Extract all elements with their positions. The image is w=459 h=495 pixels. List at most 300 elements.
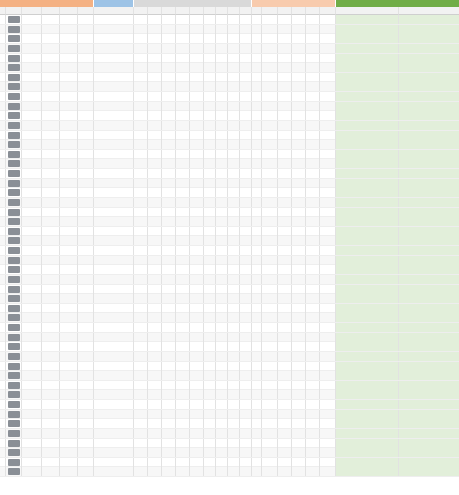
table-cell[interactable]: [42, 419, 60, 428]
table-cell[interactable]: [262, 54, 278, 63]
table-cell[interactable]: [216, 362, 228, 371]
table-cell[interactable]: [336, 111, 399, 120]
table-cell[interactable]: [240, 217, 252, 226]
table-cell[interactable]: [148, 102, 162, 111]
table-cell[interactable]: [134, 198, 148, 207]
table-cell[interactable]: [320, 246, 336, 255]
table-cell[interactable]: [22, 44, 42, 53]
table-cell[interactable]: [148, 265, 162, 274]
table-cell[interactable]: [228, 150, 240, 159]
table-cell[interactable]: [292, 371, 306, 380]
table-cell[interactable]: [228, 390, 240, 399]
table-cell[interactable]: [216, 198, 228, 207]
table-cell[interactable]: [262, 429, 278, 438]
table-cell[interactable]: [336, 371, 399, 380]
table-cell[interactable]: [216, 304, 228, 313]
table-cell[interactable]: [252, 256, 262, 265]
table-cell[interactable]: [6, 92, 22, 101]
table-cell[interactable]: [60, 342, 78, 351]
table-cell[interactable]: [216, 448, 228, 457]
table-cell[interactable]: [216, 111, 228, 120]
table-cell[interactable]: [252, 362, 262, 371]
table-cell[interactable]: [42, 82, 60, 91]
table-cell[interactable]: [306, 448, 320, 457]
table-cell[interactable]: [320, 419, 336, 428]
table-cell[interactable]: [204, 131, 216, 140]
table-cell[interactable]: [60, 256, 78, 265]
table-cell[interactable]: [252, 458, 262, 467]
table-cell[interactable]: [306, 400, 320, 409]
table-cell[interactable]: [134, 333, 148, 342]
table-cell[interactable]: [22, 429, 42, 438]
table-cell[interactable]: [60, 458, 78, 467]
table-cell[interactable]: [204, 285, 216, 294]
table-cell[interactable]: [278, 188, 292, 197]
table-cell[interactable]: [22, 352, 42, 361]
table-row[interactable]: [0, 352, 459, 362]
table-cell[interactable]: [148, 34, 162, 43]
table-cell[interactable]: [262, 73, 278, 82]
table-cell[interactable]: [42, 256, 60, 265]
table-cell[interactable]: [6, 63, 22, 72]
table-cell[interactable]: [292, 54, 306, 63]
table-cell[interactable]: [399, 15, 459, 24]
table-cell[interactable]: [22, 236, 42, 245]
table-cell[interactable]: [262, 342, 278, 351]
table-cell[interactable]: [190, 294, 204, 303]
table-cell[interactable]: [336, 236, 399, 245]
table-cell[interactable]: [42, 294, 60, 303]
table-cell[interactable]: [252, 92, 262, 101]
table-cell[interactable]: [252, 34, 262, 43]
table-cell[interactable]: [22, 400, 42, 409]
table-cell[interactable]: [216, 15, 228, 24]
table-cell[interactable]: [148, 429, 162, 438]
table-cell[interactable]: [240, 121, 252, 130]
table-cell[interactable]: [399, 44, 459, 53]
table-row[interactable]: [0, 54, 459, 64]
table-cell[interactable]: [162, 313, 176, 322]
table-cell[interactable]: [60, 236, 78, 245]
table-cell[interactable]: [94, 313, 134, 322]
table-cell[interactable]: [336, 304, 399, 313]
table-cell[interactable]: [216, 285, 228, 294]
table-cell[interactable]: [320, 371, 336, 380]
table-cell[interactable]: [252, 342, 262, 351]
table-cell[interactable]: [60, 34, 78, 43]
table-cell[interactable]: [306, 304, 320, 313]
table-cell[interactable]: [336, 150, 399, 159]
table-cell[interactable]: [204, 82, 216, 91]
table-cell[interactable]: [240, 236, 252, 245]
table-cell[interactable]: [162, 381, 176, 390]
table-row[interactable]: [0, 102, 459, 112]
table-cell[interactable]: [320, 73, 336, 82]
table-cell[interactable]: [252, 400, 262, 409]
table-cell[interactable]: [78, 400, 94, 409]
table-cell[interactable]: [204, 198, 216, 207]
table-cell[interactable]: [176, 54, 190, 63]
table-cell[interactable]: [252, 44, 262, 53]
table-row[interactable]: [0, 285, 459, 295]
table-cell[interactable]: [252, 217, 262, 226]
table-cell[interactable]: [278, 15, 292, 24]
table-cell[interactable]: [292, 285, 306, 294]
table-cell[interactable]: [240, 73, 252, 82]
table-cell[interactable]: [94, 333, 134, 342]
table-cell[interactable]: [42, 275, 60, 284]
table-cell[interactable]: [148, 121, 162, 130]
table-cell[interactable]: [22, 467, 42, 476]
table-cell[interactable]: [190, 15, 204, 24]
table-cell[interactable]: [240, 131, 252, 140]
table-cell[interactable]: [292, 467, 306, 476]
table-cell[interactable]: [204, 159, 216, 168]
table-cell[interactable]: [336, 25, 399, 34]
table-cell[interactable]: [176, 371, 190, 380]
table-cell[interactable]: [60, 439, 78, 448]
table-cell[interactable]: [306, 188, 320, 197]
table-cell[interactable]: [78, 63, 94, 72]
table-cell[interactable]: [216, 150, 228, 159]
table-cell[interactable]: [399, 381, 459, 390]
table-cell[interactable]: [216, 429, 228, 438]
table-cell[interactable]: [190, 381, 204, 390]
table-cell[interactable]: [6, 467, 22, 476]
table-cell[interactable]: [78, 73, 94, 82]
table-cell[interactable]: [240, 323, 252, 332]
table-cell[interactable]: [240, 140, 252, 149]
table-cell[interactable]: [292, 179, 306, 188]
table-cell[interactable]: [399, 140, 459, 149]
table-cell[interactable]: [228, 159, 240, 168]
table-cell[interactable]: [42, 371, 60, 380]
table-cell[interactable]: [252, 54, 262, 63]
table-cell[interactable]: [292, 400, 306, 409]
table-cell[interactable]: [306, 467, 320, 476]
table-cell[interactable]: [216, 54, 228, 63]
table-cell[interactable]: [240, 419, 252, 428]
table-cell[interactable]: [42, 410, 60, 419]
table-cell[interactable]: [148, 82, 162, 91]
table-cell[interactable]: [228, 227, 240, 236]
table-cell[interactable]: [22, 227, 42, 236]
table-cell[interactable]: [134, 400, 148, 409]
table-cell[interactable]: [190, 150, 204, 159]
table-cell[interactable]: [306, 82, 320, 91]
table-cell[interactable]: [240, 458, 252, 467]
table-cell[interactable]: [162, 82, 176, 91]
table-cell[interactable]: [306, 275, 320, 284]
table-cell[interactable]: [148, 313, 162, 322]
table-cell[interactable]: [306, 294, 320, 303]
table-cell[interactable]: [162, 102, 176, 111]
table-cell[interactable]: [204, 410, 216, 419]
table-cell[interactable]: [22, 159, 42, 168]
table-cell[interactable]: [6, 275, 22, 284]
table-cell[interactable]: [60, 371, 78, 380]
table-row[interactable]: [0, 25, 459, 35]
table-cell[interactable]: [6, 227, 22, 236]
table-row[interactable]: [0, 92, 459, 102]
table-cell[interactable]: [190, 140, 204, 149]
table-cell[interactable]: [6, 256, 22, 265]
table-cell[interactable]: [240, 169, 252, 178]
table-cell[interactable]: [306, 198, 320, 207]
table-cell[interactable]: [320, 313, 336, 322]
table-cell[interactable]: [60, 92, 78, 101]
table-cell[interactable]: [148, 54, 162, 63]
table-cell[interactable]: [190, 188, 204, 197]
table-cell[interactable]: [94, 63, 134, 72]
table-cell[interactable]: [399, 467, 459, 476]
table-cell[interactable]: [336, 198, 399, 207]
table-cell[interactable]: [6, 285, 22, 294]
table-row[interactable]: [0, 121, 459, 131]
table-cell[interactable]: [292, 15, 306, 24]
table-cell[interactable]: [320, 381, 336, 390]
table-row[interactable]: [0, 333, 459, 343]
table-cell[interactable]: [6, 429, 22, 438]
table-cell[interactable]: [176, 217, 190, 226]
table-cell[interactable]: [148, 217, 162, 226]
table-cell[interactable]: [204, 304, 216, 313]
table-cell[interactable]: [216, 275, 228, 284]
table-cell[interactable]: [320, 150, 336, 159]
table-cell[interactable]: [216, 92, 228, 101]
table-cell[interactable]: [60, 381, 78, 390]
table-cell[interactable]: [399, 294, 459, 303]
table-cell[interactable]: [78, 419, 94, 428]
table-cell[interactable]: [240, 313, 252, 322]
table-cell[interactable]: [336, 400, 399, 409]
table-cell[interactable]: [252, 140, 262, 149]
table-cell[interactable]: [78, 34, 94, 43]
table-cell[interactable]: [148, 304, 162, 313]
table-row[interactable]: [0, 227, 459, 237]
table-cell[interactable]: [176, 381, 190, 390]
table-cell[interactable]: [42, 131, 60, 140]
table-cell[interactable]: [278, 265, 292, 274]
table-row[interactable]: [0, 159, 459, 169]
table-row[interactable]: [0, 467, 459, 477]
table-cell[interactable]: [320, 323, 336, 332]
table-cell[interactable]: [262, 285, 278, 294]
table-cell[interactable]: [176, 73, 190, 82]
table-cell[interactable]: [216, 25, 228, 34]
table-cell[interactable]: [252, 208, 262, 217]
table-cell[interactable]: [22, 313, 42, 322]
table-cell[interactable]: [134, 410, 148, 419]
table-cell[interactable]: [22, 410, 42, 419]
table-cell[interactable]: [134, 82, 148, 91]
table-cell[interactable]: [94, 179, 134, 188]
table-cell[interactable]: [78, 179, 94, 188]
table-cell[interactable]: [292, 102, 306, 111]
table-cell[interactable]: [42, 458, 60, 467]
table-cell[interactable]: [148, 285, 162, 294]
table-cell[interactable]: [252, 294, 262, 303]
table-cell[interactable]: [320, 236, 336, 245]
table-cell[interactable]: [134, 102, 148, 111]
table-cell[interactable]: [204, 323, 216, 332]
table-cell[interactable]: [22, 256, 42, 265]
table-cell[interactable]: [148, 323, 162, 332]
table-cell[interactable]: [399, 246, 459, 255]
table-cell[interactable]: [78, 352, 94, 361]
table-cell[interactable]: [148, 73, 162, 82]
table-cell[interactable]: [94, 323, 134, 332]
table-cell[interactable]: [278, 217, 292, 226]
table-cell[interactable]: [216, 381, 228, 390]
table-cell[interactable]: [292, 227, 306, 236]
table-cell[interactable]: [78, 217, 94, 226]
table-cell[interactable]: [278, 73, 292, 82]
table-cell[interactable]: [262, 63, 278, 72]
table-cell[interactable]: [134, 323, 148, 332]
table-cell[interactable]: [190, 121, 204, 130]
table-cell[interactable]: [320, 352, 336, 361]
table-cell[interactable]: [292, 333, 306, 342]
table-cell[interactable]: [22, 63, 42, 72]
table-cell[interactable]: [148, 131, 162, 140]
table-cell[interactable]: [262, 400, 278, 409]
table-cell[interactable]: [399, 256, 459, 265]
table-cell[interactable]: [306, 458, 320, 467]
table-cell[interactable]: [94, 150, 134, 159]
table-cell[interactable]: [278, 198, 292, 207]
table-cell[interactable]: [240, 159, 252, 168]
table-cell[interactable]: [240, 54, 252, 63]
table-cell[interactable]: [320, 102, 336, 111]
table-cell[interactable]: [278, 390, 292, 399]
table-cell[interactable]: [6, 73, 22, 82]
table-cell[interactable]: [320, 44, 336, 53]
table-cell[interactable]: [42, 467, 60, 476]
table-cell[interactable]: [94, 429, 134, 438]
table-cell[interactable]: [6, 323, 22, 332]
table-cell[interactable]: [134, 448, 148, 457]
table-cell[interactable]: [278, 371, 292, 380]
column-header[interactable]: [262, 7, 278, 15]
table-cell[interactable]: [216, 131, 228, 140]
table-cell[interactable]: [6, 265, 22, 274]
table-cell[interactable]: [262, 131, 278, 140]
table-cell[interactable]: [306, 25, 320, 34]
table-cell[interactable]: [240, 92, 252, 101]
table-cell[interactable]: [6, 54, 22, 63]
table-cell[interactable]: [240, 198, 252, 207]
table-cell[interactable]: [60, 246, 78, 255]
table-cell[interactable]: [399, 429, 459, 438]
table-cell[interactable]: [228, 400, 240, 409]
table-cell[interactable]: [399, 227, 459, 236]
table-cell[interactable]: [148, 159, 162, 168]
table-cell[interactable]: [204, 265, 216, 274]
table-cell[interactable]: [320, 54, 336, 63]
table-cell[interactable]: [216, 265, 228, 274]
table-cell[interactable]: [216, 294, 228, 303]
table-cell[interactable]: [94, 400, 134, 409]
table-cell[interactable]: [399, 111, 459, 120]
table-cell[interactable]: [262, 467, 278, 476]
table-cell[interactable]: [278, 92, 292, 101]
table-cell[interactable]: [228, 381, 240, 390]
table-cell[interactable]: [162, 439, 176, 448]
table-cell[interactable]: [94, 342, 134, 351]
table-cell[interactable]: [60, 111, 78, 120]
table-cell[interactable]: [204, 140, 216, 149]
column-header[interactable]: [306, 7, 320, 15]
table-cell[interactable]: [190, 304, 204, 313]
column-header[interactable]: [78, 7, 94, 15]
table-cell[interactable]: [42, 227, 60, 236]
table-cell[interactable]: [278, 285, 292, 294]
table-cell[interactable]: [78, 275, 94, 284]
table-cell[interactable]: [262, 362, 278, 371]
table-cell[interactable]: [94, 111, 134, 120]
table-row[interactable]: [0, 381, 459, 391]
table-cell[interactable]: [42, 92, 60, 101]
table-cell[interactable]: [320, 25, 336, 34]
table-cell[interactable]: [292, 419, 306, 428]
table-cell[interactable]: [42, 429, 60, 438]
table-cell[interactable]: [336, 439, 399, 448]
table-cell[interactable]: [176, 429, 190, 438]
table-row[interactable]: [0, 188, 459, 198]
table-cell[interactable]: [6, 121, 22, 130]
table-cell[interactable]: [162, 352, 176, 361]
table-cell[interactable]: [162, 169, 176, 178]
table-row[interactable]: [0, 169, 459, 179]
table-cell[interactable]: [240, 362, 252, 371]
table-cell[interactable]: [190, 82, 204, 91]
table-cell[interactable]: [22, 198, 42, 207]
table-cell[interactable]: [336, 246, 399, 255]
table-cell[interactable]: [94, 304, 134, 313]
table-cell[interactable]: [262, 381, 278, 390]
table-cell[interactable]: [336, 265, 399, 274]
table-cell[interactable]: [42, 140, 60, 149]
table-cell[interactable]: [262, 82, 278, 91]
table-cell[interactable]: [94, 82, 134, 91]
table-cell[interactable]: [399, 323, 459, 332]
table-cell[interactable]: [6, 217, 22, 226]
table-cell[interactable]: [78, 208, 94, 217]
table-cell[interactable]: [262, 150, 278, 159]
table-cell[interactable]: [216, 246, 228, 255]
table-row[interactable]: [0, 256, 459, 266]
table-cell[interactable]: [148, 227, 162, 236]
table-cell[interactable]: [162, 400, 176, 409]
table-cell[interactable]: [292, 208, 306, 217]
table-cell[interactable]: [162, 121, 176, 130]
table-cell[interactable]: [306, 256, 320, 265]
table-cell[interactable]: [78, 150, 94, 159]
table-cell[interactable]: [252, 419, 262, 428]
table-cell[interactable]: [306, 410, 320, 419]
table-cell[interactable]: [190, 448, 204, 457]
table-cell[interactable]: [278, 121, 292, 130]
table-cell[interactable]: [306, 54, 320, 63]
table-cell[interactable]: [228, 54, 240, 63]
table-cell[interactable]: [292, 111, 306, 120]
table-cell[interactable]: [190, 131, 204, 140]
table-cell[interactable]: [399, 121, 459, 130]
table-cell[interactable]: [190, 390, 204, 399]
table-cell[interactable]: [134, 236, 148, 245]
table-cell[interactable]: [216, 169, 228, 178]
